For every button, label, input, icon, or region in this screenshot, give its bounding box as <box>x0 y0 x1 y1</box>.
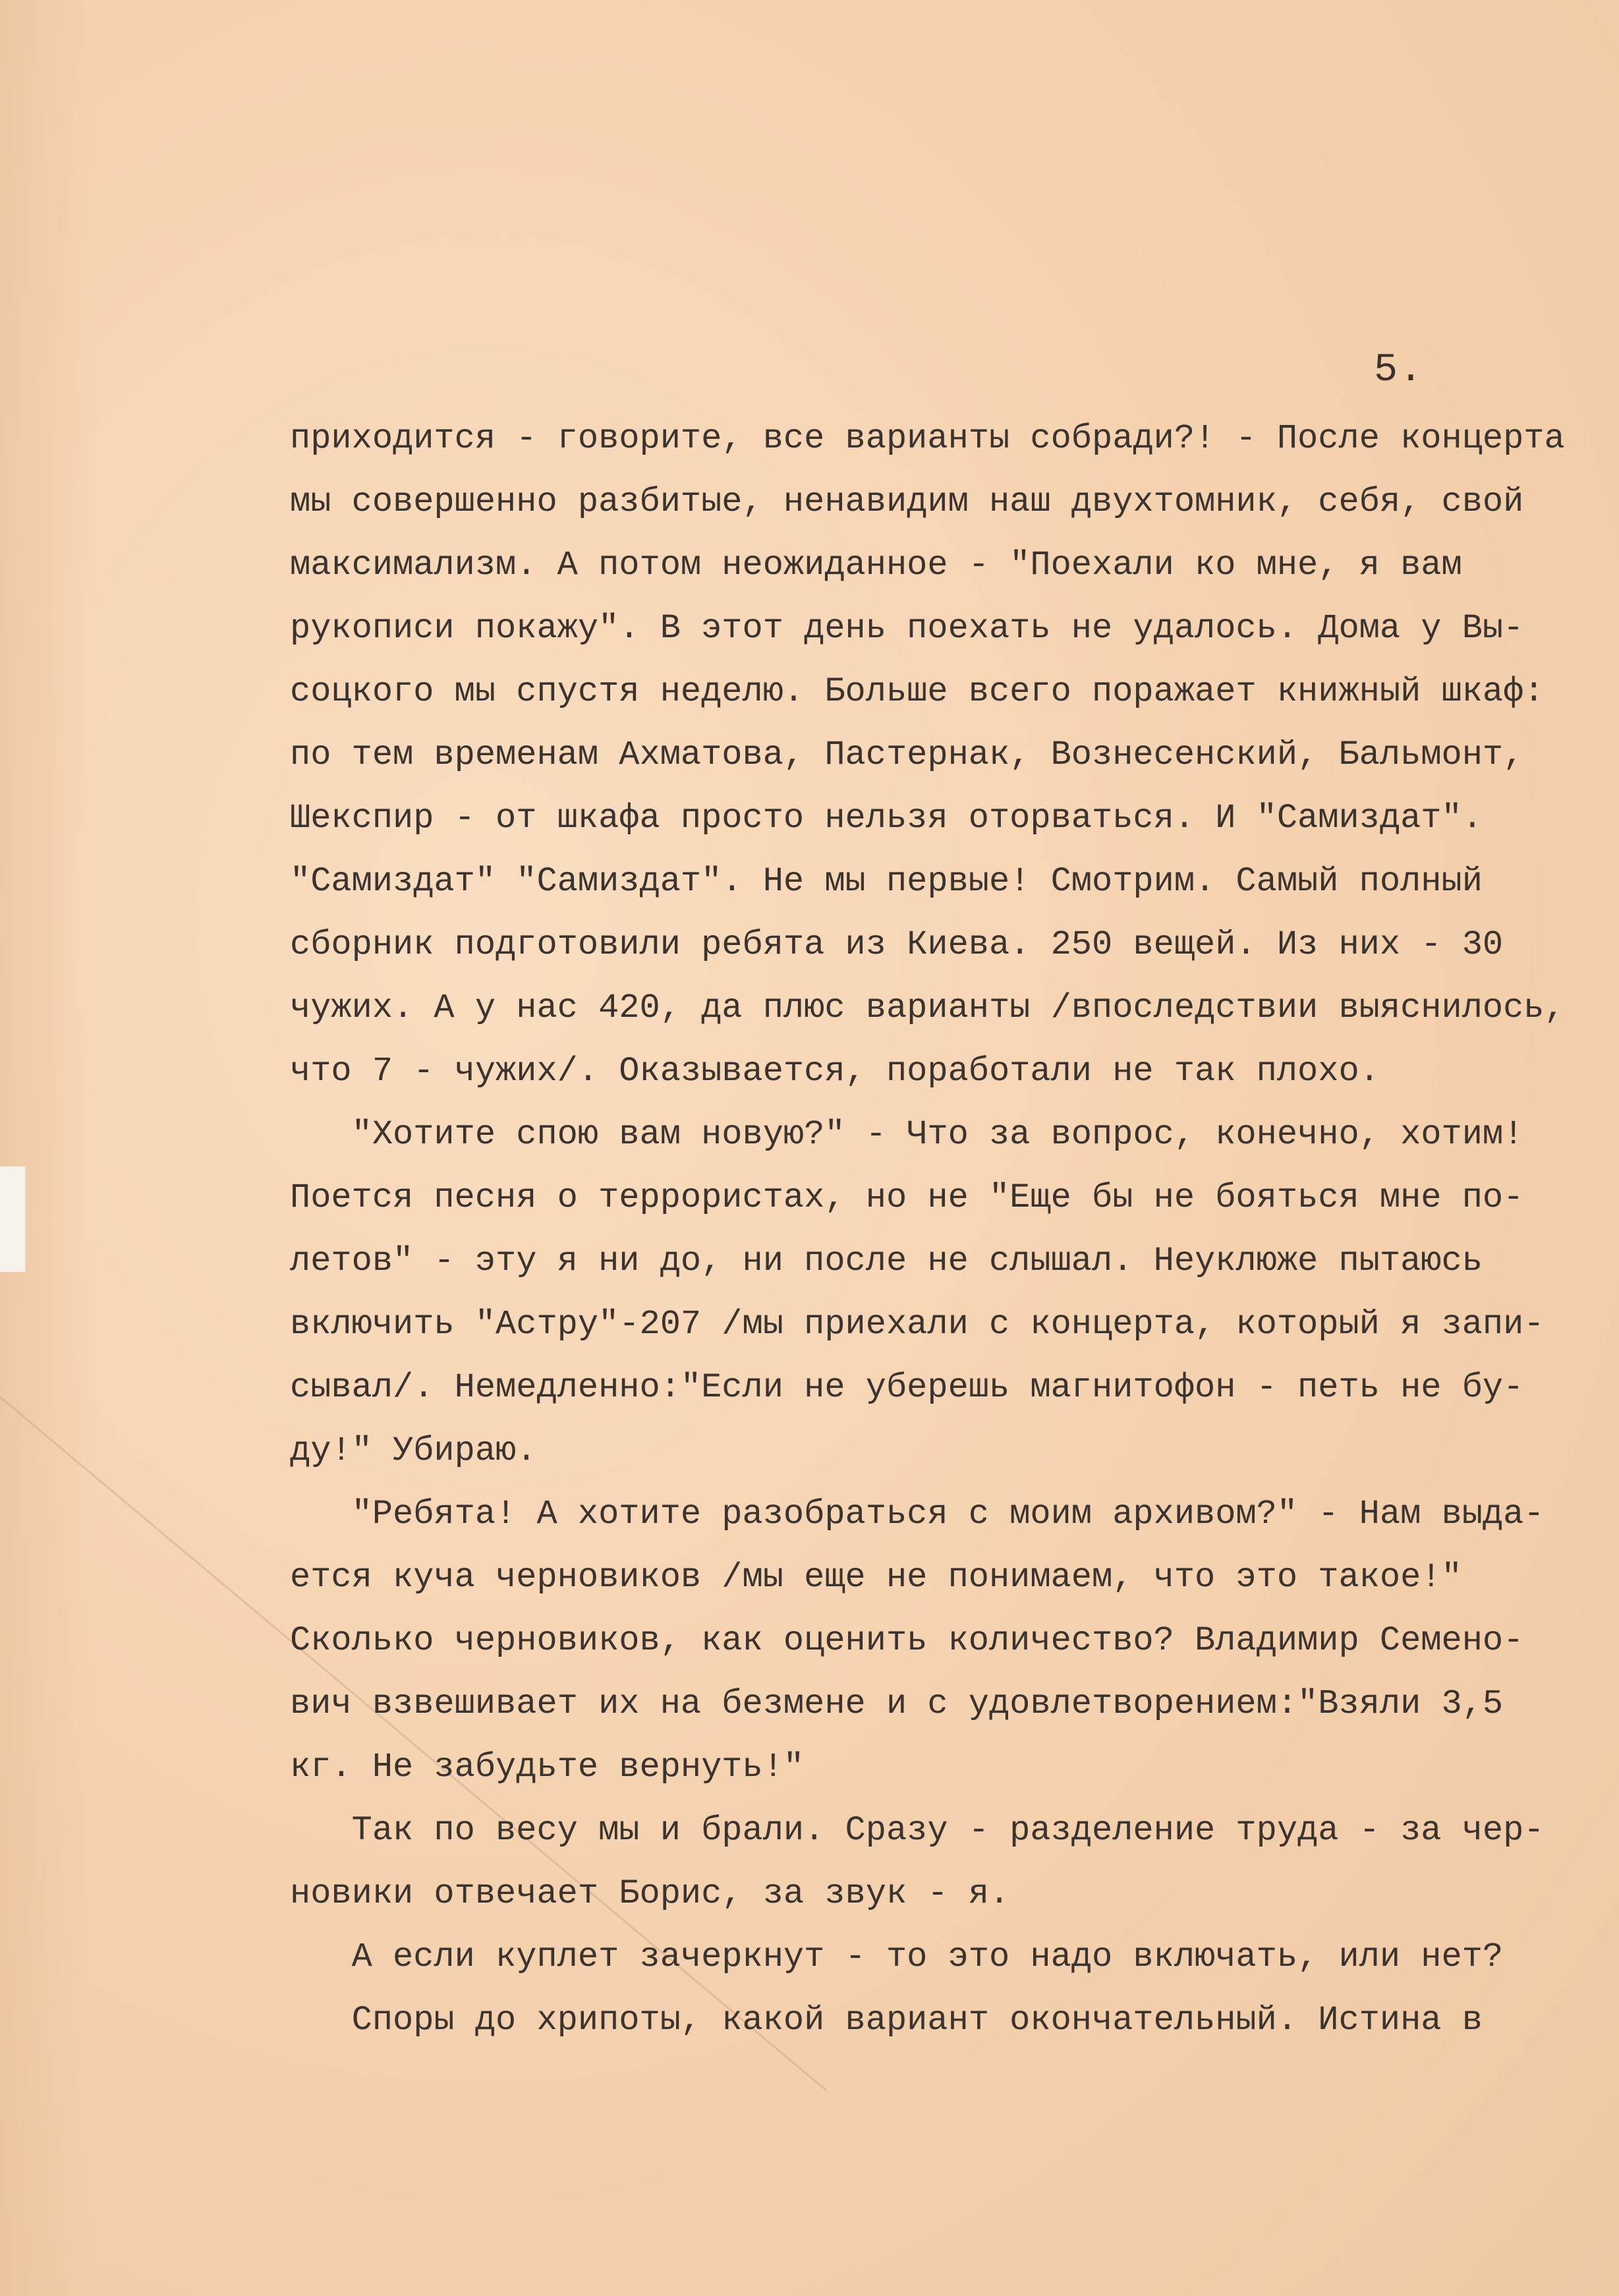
text-line: Поется песня о террористах, но не "Еще бы не бояться мне по- <box>290 1178 1524 1217</box>
text-line: сборник подготовили ребята из Киева. 250 вещей. Из них - 30 <box>290 925 1504 964</box>
text-line: "Хотите спою вам новую?" - Что за вопрос, конечно, хотим! <box>290 1115 1524 1154</box>
page-number: 5. <box>1374 348 1425 393</box>
text-line: Так по весу мы и брали. Сразу - разделение труда - за чер- <box>290 1811 1545 1850</box>
paper-edge-tab <box>0 1166 26 1272</box>
text-line: мы совершенно разбитые, ненавидим наш двухтомник, себя, свой <box>290 482 1524 521</box>
text-line: приходится - говорите, все варианты собради?! - После концерта <box>290 419 1565 458</box>
text-line: ется куча черновиков /мы еще не понимаем, что это такое!" <box>290 1558 1462 1597</box>
text-line: Споры до хрипоты, какой вариант окончательный. Истина в <box>290 2001 1483 2040</box>
text-line: А если куплет зачеркнут - то это надо включать, или нет? <box>290 1937 1504 1976</box>
text-line: вич взвешивает их на безмене и с удовлетворением:"Взяли 3,5 <box>290 1684 1504 1723</box>
text-line: по тем временам Ахматова, Пастернак, Вознесенский, Бальмонт, <box>290 735 1524 774</box>
text-line: кг. Не забудьте вернуть!" <box>290 1748 805 1787</box>
text-line: ду!" Убираю. <box>290 1431 537 1470</box>
text-line: чужих. А у нас 420, да плюс варианты /впоследствии выяснилось, <box>290 989 1565 1027</box>
text-line: сывал/. Немедленно:"Если не уберешь магнитофон - петь не бу- <box>290 1368 1524 1407</box>
typewritten-text-body <box>290 407 1581 2052</box>
text-line: "Самиздат" "Самиздат". Не мы первые! Смотрим. Самый полный <box>290 862 1483 901</box>
text-line: Шекспир - от шкафа просто нельзя оторваться. И "Самиздат". <box>290 799 1483 838</box>
text-line: Сколько черновиков, как оценить количество? Владимир Семено- <box>290 1621 1524 1660</box>
text-line: максимализм. А потом неожиданное - "Поехали ко мне, я вам <box>290 546 1462 585</box>
text-line: "Ребята! А хотите разобраться с моим архивом?" - Нам выда- <box>290 1495 1545 1534</box>
text-line: новики отвечает Борис, за звук - я. <box>290 1874 1010 1913</box>
text-line: что 7 - чужих/. Оказывается, поработали не так плохо. <box>290 1052 1380 1091</box>
text-line: включить "Астру"-207 /мы приехали с концерта, который я запи- <box>290 1305 1545 1344</box>
text-line: рукописи покажу". В этот день поехать не удалось. Дома у Вы- <box>290 609 1524 648</box>
text-line: соцкого мы спустя неделю. Больше всего поражает книжный шкаф: <box>290 672 1545 711</box>
text-line: летов" - эту я ни до, ни после не слышал. Неуклюже пытаюсь <box>290 1242 1483 1280</box>
